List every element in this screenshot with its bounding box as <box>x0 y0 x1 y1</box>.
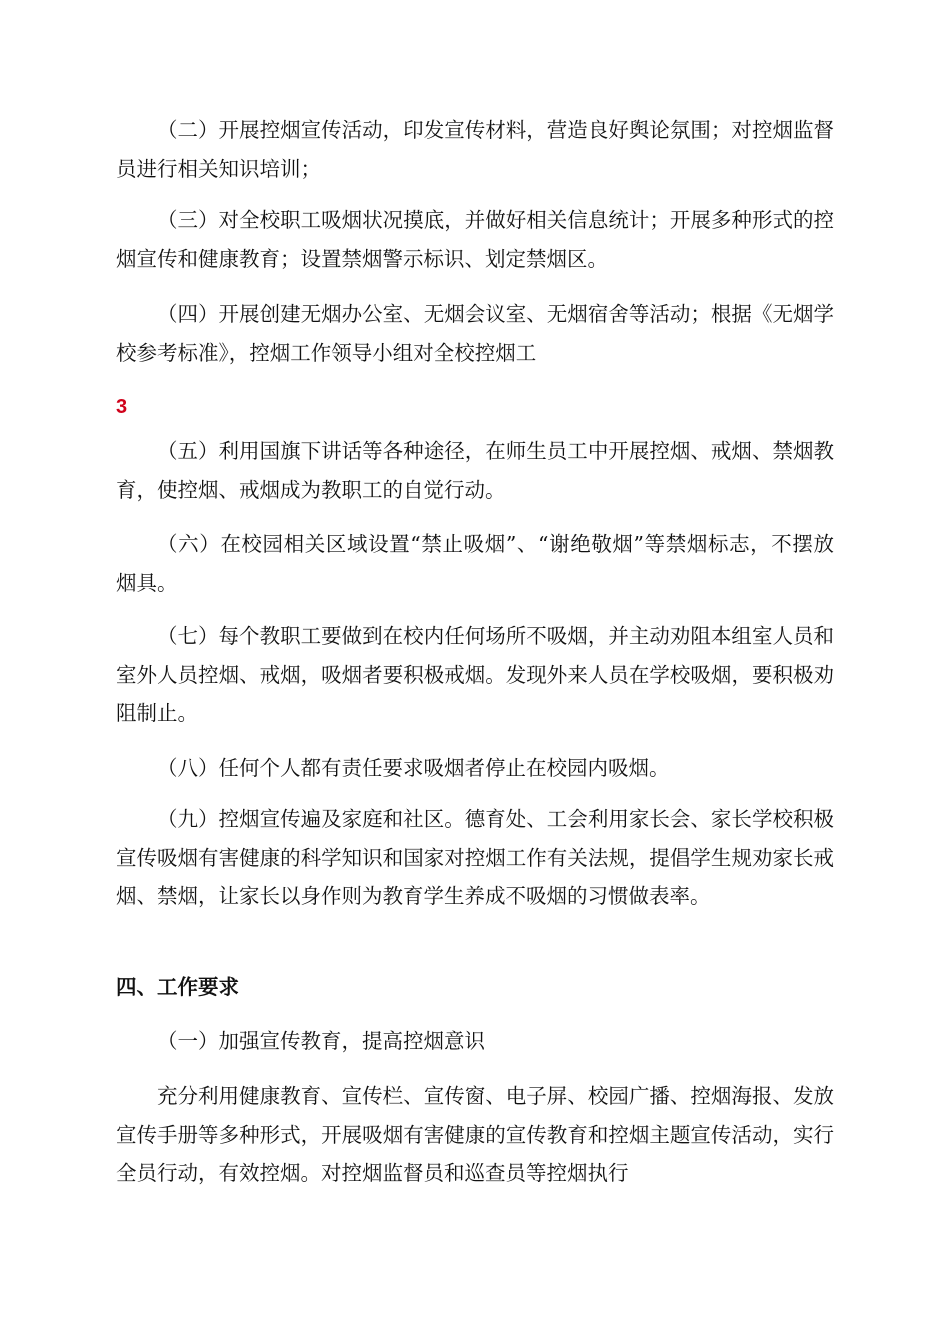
section-heading: 四、工作要求 <box>116 975 239 999</box>
paragraph-item-5: （五）利用国旗下讲话等各种途径，在师生员工中开展控烟、戒烟、禁烟教育，使控烟、戒烟成为教职工的自觉行动。 <box>116 439 834 502</box>
paragraph-item-4: （四）开展创建无烟办公室、无烟会议室、无烟宿舍等活动；根据《无烟学校参考标准》，控烟工作领导小组对全校控烟工 <box>116 302 834 365</box>
paragraph-item-9: （九）控烟宣传遍及家庭和社区。德育处、工会利用家长会、家长学校积极宣传吸烟有害健康的科学知识和国家对控烟工作有关法规，提倡学生规劝家长戒烟、禁烟，让家长以身作则为教育学生养成不吸烟的习惯做表率。 <box>116 807 834 908</box>
subsection-heading: （一）加强宣传教育，提高控烟意识 <box>157 1029 485 1053</box>
page-number: 3 <box>116 396 128 418</box>
body-paragraph: 充分利用健康教育、宣传栏、宣传窗、电子屏、校园广播、控烟海报、发放宣传手册等多种形式，开展吸烟有害健康的宣传教育和控烟主题宣传活动，实行全员行动，有效控烟。对控烟监督员和巡查员等控烟执行 <box>116 1084 834 1185</box>
paragraph-item-3: （三）对全校职工吸烟状况摸底，并做好相关信息统计；开展多种形式的控烟宣传和健康教育；设置禁烟警示标识、划定禁烟区。 <box>116 208 834 271</box>
paragraph-item-7: （七）每个教职工要做到在校内任何场所不吸烟，并主动劝阻本组室人员和室外人员控烟、戒烟，吸烟者要积极戒烟。发现外来人员在学校吸烟，要积极劝阻制止。 <box>116 624 834 725</box>
paragraph-item-6: （六）在校园相关区域设置“禁止吸烟”、“谢绝敬烟”等禁烟标志，不摆放烟具。 <box>116 532 834 595</box>
paragraph-item-8: （八）任何个人都有责任要求吸烟者停止在校园内吸烟。 <box>157 756 670 780</box>
paragraph-item-2: （二）开展控烟宣传活动，印发宣传材料，营造良好舆论氛围；对控烟监督员进行相关知识培训； <box>116 118 834 181</box>
